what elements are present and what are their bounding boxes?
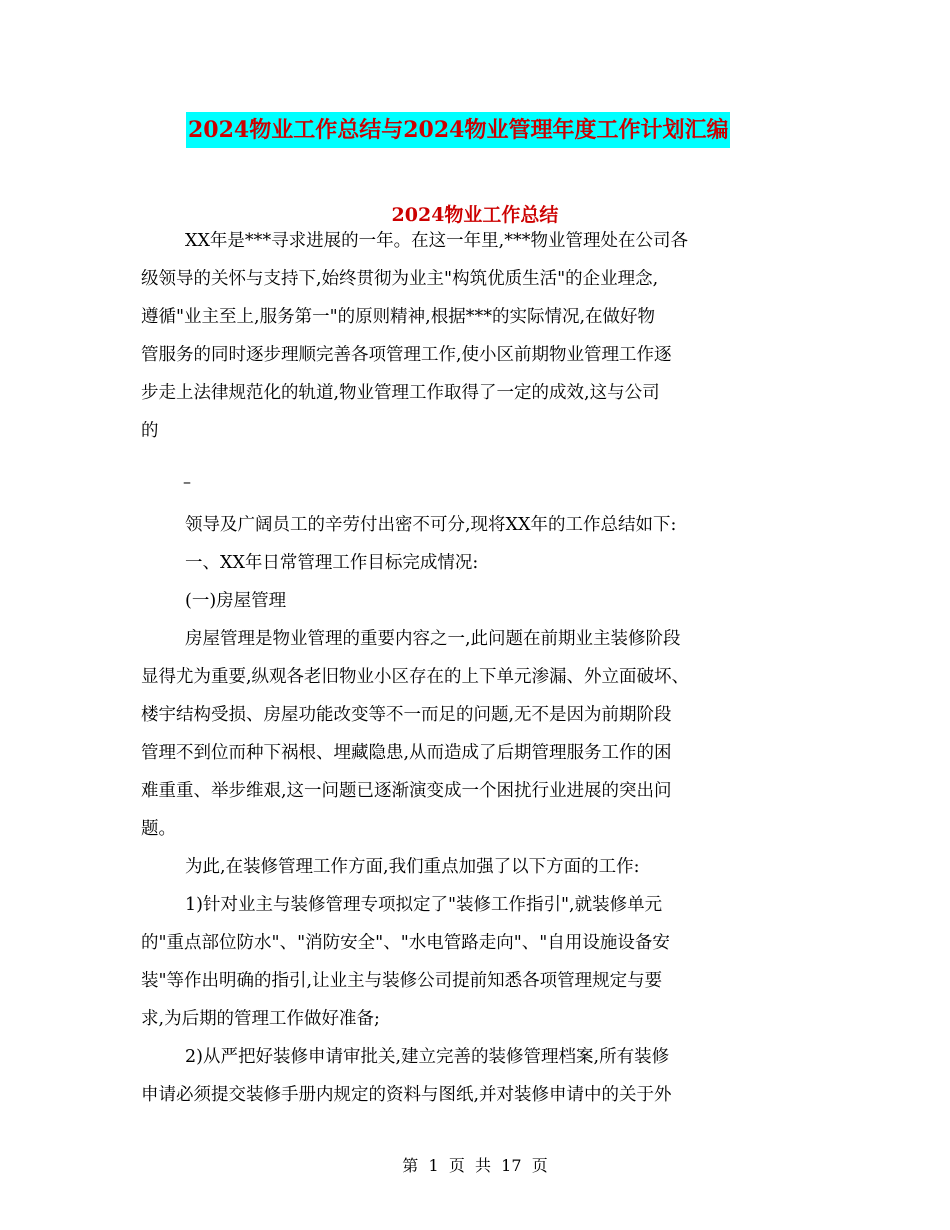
text-line: 的"重点部位防水"、"消防安全"、"水电管路走向"、"自用设施设备安 — [141, 933, 670, 953]
text-line: 显得尤为重要,纵观各老旧物业小区存在的上下单元渗漏、外立面破坏、 — [141, 667, 690, 687]
paragraph-block-1 — [141, 222, 821, 450]
paragraph-block-2 — [141, 506, 821, 1114]
text-line: 申请必须提交装修手册内规定的资料与图纸,并对装修申请中的关于外 — [141, 1085, 672, 1105]
text-line: 房屋管理是物业管理的重要内容之一,此问题在前期业主装修阶段 — [185, 629, 681, 649]
text-line: 难重重、举步维艰,这一问题已逐渐演变成一个困扰行业进展的突出问 — [141, 781, 672, 801]
text-line: 1)针对业主与装修管理专项拟定了"装修工作指引",就装修单元 — [185, 895, 663, 915]
text-line: XX年是***寻求进展的一年。在这一年里,***物业管理处在公司各 — [185, 231, 688, 251]
text-line: 管服务的同时逐步理顺完善各项管理工作,使小区前期物业管理工作逐 — [141, 345, 672, 365]
text-line: 领导及广阔员工的辛劳付出密不可分,现将XX年的工作总结如下: — [185, 515, 677, 535]
text-line: 一、XX年日常管理工作目标完成情况: — [185, 553, 479, 573]
text-line: 的 — [141, 421, 159, 441]
text-line: 步走上法律规范化的轨道,物业管理工作取得了一定的成效,这与公司 — [141, 383, 660, 403]
text-line: 遵循"业主至上,服务第一"的原则精神,根据***的实际情况,在做好物 — [141, 307, 656, 327]
text-line: 为此,在装修管理工作方面,我们重点加强了以下方面的工作: — [185, 857, 640, 877]
document-title: 2024物业工作总结与2024物业管理年度工作计划汇编 — [186, 112, 730, 148]
text-line: 管理不到位而种下祸根、埋藏隐患,从而造成了后期管理服务工作的困 — [141, 743, 672, 763]
text-line: 2)从严把好装修申请审批关,建立完善的装修管理档案,所有装修 — [185, 1047, 670, 1067]
section-title: 2024物业工作总结 — [391, 204, 559, 226]
page-number-footer: 第 1 页 共 17 页 — [402, 1156, 548, 1175]
text-line: 楼宇结构受损、房屋功能改变等不一而足的问题,无不是因为前期阶段 — [141, 705, 672, 725]
text-line: 求,为后期的管理工作做好准备; — [141, 1009, 380, 1029]
page-break-mark: – — [183, 472, 191, 491]
text-line: 级领导的关怀与支持下,始终贯彻为业主"构筑优质生活"的企业理念, — [141, 269, 659, 289]
text-line: (一)房屋管理 — [185, 591, 287, 611]
text-line: 装"等作出明确的指引,让业主与装修公司提前知悉各项管理规定与要 — [141, 971, 663, 991]
text-line: 题。 — [141, 819, 176, 839]
